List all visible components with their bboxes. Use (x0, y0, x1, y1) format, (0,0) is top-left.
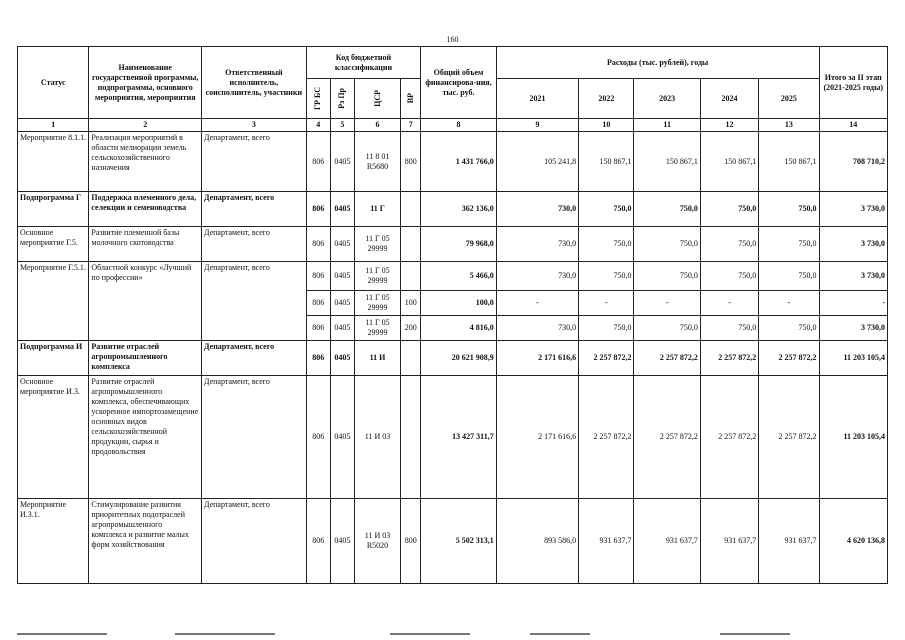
row-total: 5 502 313,1 (421, 499, 496, 584)
table-row (18, 376, 888, 499)
column-number: 5 (330, 119, 354, 132)
row-stage-total: - (819, 291, 887, 316)
header-csr: ЦСР (354, 79, 400, 119)
row-grbs: 806 (306, 227, 330, 262)
table-row (18, 132, 888, 192)
row-total: 4 816,0 (421, 316, 496, 341)
column-number: 1 (18, 119, 89, 132)
column-number: 3 (202, 119, 307, 132)
row-2025: 2 257 872,2 (759, 376, 819, 499)
row-2022: - (579, 291, 634, 316)
row-2022: 2 257 872,2 (579, 341, 634, 376)
row-status: Мероприятие 8.1.1. (18, 132, 89, 192)
row-grbs: 806 (306, 376, 330, 499)
row-2024: - (700, 291, 758, 316)
scan-rule (390, 633, 470, 635)
row-csr: 11 И 03 (354, 376, 400, 499)
row-executor: Департамент, всего (202, 499, 307, 584)
header-year-2022: 2022 (579, 79, 634, 119)
row-status: Мероприятие Г.5.1. (18, 262, 89, 341)
row-vr (401, 262, 421, 291)
row-2021: 730,0 (496, 316, 578, 341)
row-2023: 750,0 (634, 192, 700, 227)
row-name: Стимулирование развития приоритетных подотраслей агропромышленного комплекса и развитие малых форм хозяйствования (89, 499, 202, 584)
row-2023: 150 867,1 (634, 132, 700, 192)
table-row (18, 341, 888, 376)
row-stage-total: 3 730,0 (819, 262, 887, 291)
row-vr: 100 (401, 291, 421, 316)
row-executor: Департамент, всего (202, 227, 307, 262)
row-executor: Департамент, всего (202, 192, 307, 227)
page-number: 160 (446, 35, 459, 44)
column-number-row (18, 119, 888, 132)
row-vr (401, 376, 421, 499)
row-csr: 11 И (354, 341, 400, 376)
row-2021: 730,0 (496, 192, 578, 227)
row-2023: 931 637,7 (634, 499, 700, 584)
row-2023: 750,0 (634, 262, 700, 291)
row-2024: 750,0 (700, 316, 758, 341)
table-row (18, 227, 888, 262)
row-stage-total: 3 730,0 (819, 227, 887, 262)
row-rzpr: 0405 (330, 227, 354, 262)
header-grbs: ГР БС (306, 79, 330, 119)
row-2022: 150 867,1 (579, 132, 634, 192)
header-budget-code: Код бюджетной классификации (306, 47, 421, 79)
scan-rule (17, 633, 107, 635)
row-rzpr: 0405 (330, 192, 354, 227)
row-vr (401, 192, 421, 227)
header-expenses: Расходы (тыс. рублей), годы (496, 47, 819, 79)
row-2025: 750,0 (759, 316, 819, 341)
row-name: Областной конкурс «Лучший по профессии» (89, 262, 202, 341)
row-total: 1 431 766,0 (421, 132, 496, 192)
row-csr: 11 Г 05 29999 (354, 291, 400, 316)
row-2024: 150 867,1 (700, 132, 758, 192)
table-row (18, 192, 888, 227)
row-total: 79 968,0 (421, 227, 496, 262)
header-name: Наименование государственной программы, подпрограммы, основного мероприятия, мероприятия (89, 47, 202, 119)
column-number: 4 (306, 119, 330, 132)
header-year-2025: 2025 (759, 79, 819, 119)
row-csr: 11 8 01 R5680 (354, 132, 400, 192)
row-executor: Департамент, всего (202, 262, 307, 341)
table-row (18, 262, 888, 291)
row-2025: 750,0 (759, 227, 819, 262)
row-2023: 2 257 872,2 (634, 376, 700, 499)
row-name: Развитие отраслей агропромышленного комплекса (89, 341, 202, 376)
row-2025: 931 637,7 (759, 499, 819, 584)
row-stage-total: 11 203 105,4 (819, 376, 887, 499)
header-status: Статус (18, 47, 89, 119)
header-rzpr: Рз Пр (330, 79, 354, 119)
row-2022: 750,0 (579, 192, 634, 227)
row-2021: 730,0 (496, 262, 578, 291)
row-2025: 750,0 (759, 262, 819, 291)
row-2024: 750,0 (700, 262, 758, 291)
column-number: 9 (496, 119, 578, 132)
row-2024: 931 637,7 (700, 499, 758, 584)
row-rzpr: 0405 (330, 132, 354, 192)
scan-rule (175, 633, 275, 635)
row-total: 100,0 (421, 291, 496, 316)
header-total-volume: Общий объем финансирова-ния, тыс. руб. (421, 47, 496, 119)
row-2025: - (759, 291, 819, 316)
budget-table (17, 46, 888, 584)
row-2022: 2 257 872,2 (579, 376, 634, 499)
scan-rule (530, 633, 590, 635)
row-executor: Департамент, всего (202, 376, 307, 499)
row-status: Подпрограмма Г (18, 192, 89, 227)
row-2021: 2 171 616,6 (496, 376, 578, 499)
row-2021: 2 171 616,6 (496, 341, 578, 376)
column-number: 10 (579, 119, 634, 132)
row-total: 20 621 908,9 (421, 341, 496, 376)
row-grbs: 806 (306, 499, 330, 584)
row-grbs: 806 (306, 192, 330, 227)
column-number: 14 (819, 119, 887, 132)
row-vr: 200 (401, 316, 421, 341)
column-number: 12 (700, 119, 758, 132)
row-rzpr: 0405 (330, 291, 354, 316)
column-number: 13 (759, 119, 819, 132)
row-2024: 750,0 (700, 227, 758, 262)
row-stage-total: 3 730,0 (819, 192, 887, 227)
row-grbs: 806 (306, 132, 330, 192)
row-stage-total: 4 620 136,8 (819, 499, 887, 584)
row-2024: 2 257 872,2 (700, 376, 758, 499)
column-number: 11 (634, 119, 700, 132)
row-status: Мероприятие И.3.1. (18, 499, 89, 584)
row-2021: 893 586,0 (496, 499, 578, 584)
scan-rule (720, 633, 790, 635)
row-executor: Департамент, всего (202, 132, 307, 192)
row-grbs: 806 (306, 341, 330, 376)
row-name: Развитие племенной базы молочного скотоводства (89, 227, 202, 262)
row-2021: 730,0 (496, 227, 578, 262)
row-csr: 11 Г 05 29999 (354, 316, 400, 341)
row-csr: 11 Г (354, 192, 400, 227)
header-vr: ВР (401, 79, 421, 119)
row-stage-total: 3 730,0 (819, 316, 887, 341)
row-2022: 750,0 (579, 262, 634, 291)
row-rzpr: 0405 (330, 499, 354, 584)
row-2021: 105 241,8 (496, 132, 578, 192)
row-rzpr: 0405 (330, 376, 354, 499)
header-stage-total: Итого за II этап (2021-2025 годы) (819, 47, 887, 119)
column-number: 7 (401, 119, 421, 132)
row-status: Основное мероприятие Г.5. (18, 227, 89, 262)
row-vr (401, 227, 421, 262)
table-row (18, 499, 888, 584)
row-csr: 11 Г 05 29999 (354, 227, 400, 262)
header-year-2023: 2023 (634, 79, 700, 119)
header-year-2024: 2024 (700, 79, 758, 119)
row-rzpr: 0405 (330, 262, 354, 291)
row-2023: - (634, 291, 700, 316)
row-name: Поддержка племенного дела, селекции и семеноводства (89, 192, 202, 227)
row-2025: 150 867,1 (759, 132, 819, 192)
row-grbs: 806 (306, 316, 330, 341)
row-rzpr: 0405 (330, 316, 354, 341)
row-2022: 750,0 (579, 316, 634, 341)
column-number: 8 (421, 119, 496, 132)
row-status: Основное мероприятие И.3. (18, 376, 89, 499)
column-number: 6 (354, 119, 400, 132)
column-number: 2 (89, 119, 202, 132)
row-vr: 800 (401, 132, 421, 192)
row-stage-total: 708 710,2 (819, 132, 887, 192)
row-grbs: 806 (306, 262, 330, 291)
row-2022: 750,0 (579, 227, 634, 262)
row-2023: 750,0 (634, 316, 700, 341)
row-2024: 2 257 872,2 (700, 341, 758, 376)
row-total: 13 427 311,7 (421, 376, 496, 499)
row-2022: 931 637,7 (579, 499, 634, 584)
row-total: 5 466,0 (421, 262, 496, 291)
row-grbs: 806 (306, 291, 330, 316)
row-2025: 750,0 (759, 192, 819, 227)
row-total: 362 136,0 (421, 192, 496, 227)
header-year-2021: 2021 (496, 79, 578, 119)
row-2021: - (496, 291, 578, 316)
row-csr: 11 И 03 R5020 (354, 499, 400, 584)
row-2025: 2 257 872,2 (759, 341, 819, 376)
row-name: Развитие отраслей агропромышленного комплекса, обеспечивающих ускоренное импортозамещение основных видов сельскохозяйственной продукции, сырья и продовольствия (89, 376, 202, 499)
row-stage-total: 11 203 105,4 (819, 341, 887, 376)
row-2023: 750,0 (634, 227, 700, 262)
row-2023: 2 257 872,2 (634, 341, 700, 376)
row-status: Подпрограмма И (18, 341, 89, 376)
row-rzpr: 0405 (330, 341, 354, 376)
row-csr: 11 Г 05 29999 (354, 262, 400, 291)
row-executor: Департамент, всего (202, 341, 307, 376)
header-executor: Ответственный исполнитель, соисполнитель, участники (202, 47, 307, 119)
row-name: Реализация мероприятий в области мелиорации земель сельскохозяйственного назначения (89, 132, 202, 192)
row-vr: 800 (401, 499, 421, 584)
row-vr (401, 341, 421, 376)
row-2024: 750,0 (700, 192, 758, 227)
